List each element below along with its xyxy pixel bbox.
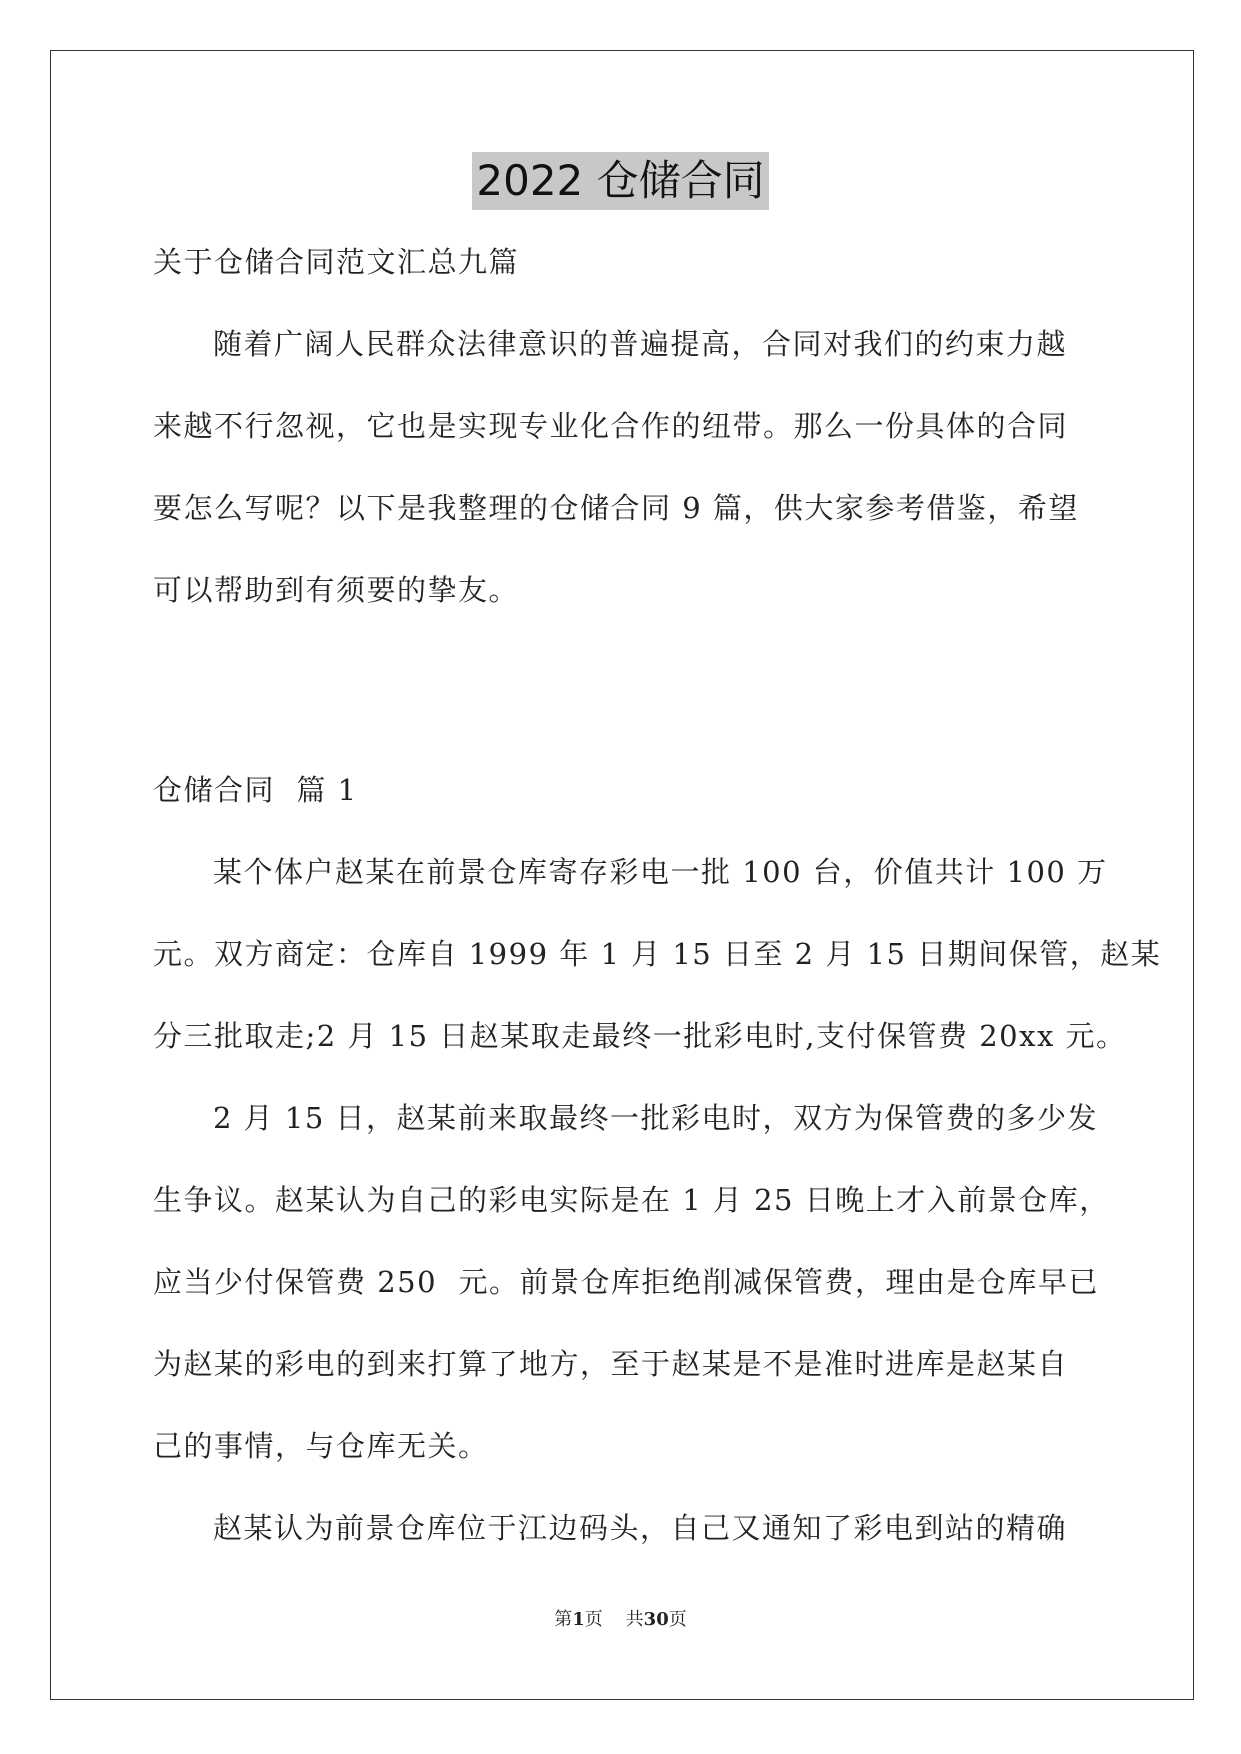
body-line: 己的事情，与仓库无关。 <box>153 1429 489 1463</box>
intro-line: 来越不行忽视，它也是实现专业化合作的纽带。那么一份具体的合同 <box>153 409 1069 443</box>
body-line: 2 月 15 日，赵某前来取最终一批彩电时，双方为保管费的多少发 <box>213 1101 1099 1135</box>
current-page-number: 1 <box>572 1609 585 1630</box>
total-pages-number: 30 <box>643 1609 669 1630</box>
document-title: 2022 仓储合同 <box>472 152 768 210</box>
body-line: 应当少付保管费 250 元。前景仓库拒绝削减保管费，理由是仓库早已 <box>153 1265 1100 1299</box>
body-line: 生争议。赵某认为自己的彩电实际是在 1 月 25 日晚上才入前景仓库， <box>153 1183 1110 1217</box>
footer-middle: 页 共 <box>584 1609 644 1630</box>
document-body <box>153 236 1162 1584</box>
body-line: 为赵某的彩电的到来打算了地方，至于赵某是不是准时进库是赵某自 <box>153 1347 1069 1381</box>
section-heading: 仓储合同 篇 1 <box>153 773 358 807</box>
body-line: 分三批取走;2 月 15 日赵某取走最终一批彩电时,支付保管费 20xx 元。 <box>153 1019 1127 1053</box>
body-line: 赵某认为前景仓库位于江边码头，自己又通知了彩电到站的精确 <box>213 1511 1068 1545</box>
body-line: 元。双方商定：仓库自 1999 年 1 月 15 日至 2 月 15 日期间保管，赵某 <box>153 937 1162 971</box>
footer-prefix: 第 <box>554 1609 573 1630</box>
intro-line: 要怎么写呢？以下是我整理的仓储合同 9 篇，供大家参考借鉴，希望 <box>153 491 1079 525</box>
footer-suffix: 页 <box>668 1609 687 1630</box>
intro-line: 可以帮助到有须要的挚友。 <box>153 573 520 607</box>
body-line: 某个体户赵某在前景仓库寄存彩电一批 100 台，价值共计 100 万 <box>213 855 1108 889</box>
intro-line: 随着广阔人民群众法律意识的普遍提高，合同对我们的约束力越 <box>213 327 1068 361</box>
section-gap <box>153 646 1093 764</box>
document-subtitle: 关于仓储合同范文汇总九篇 <box>153 245 520 279</box>
title-container <box>0 152 1241 210</box>
page-footer <box>0 1605 1241 1631</box>
